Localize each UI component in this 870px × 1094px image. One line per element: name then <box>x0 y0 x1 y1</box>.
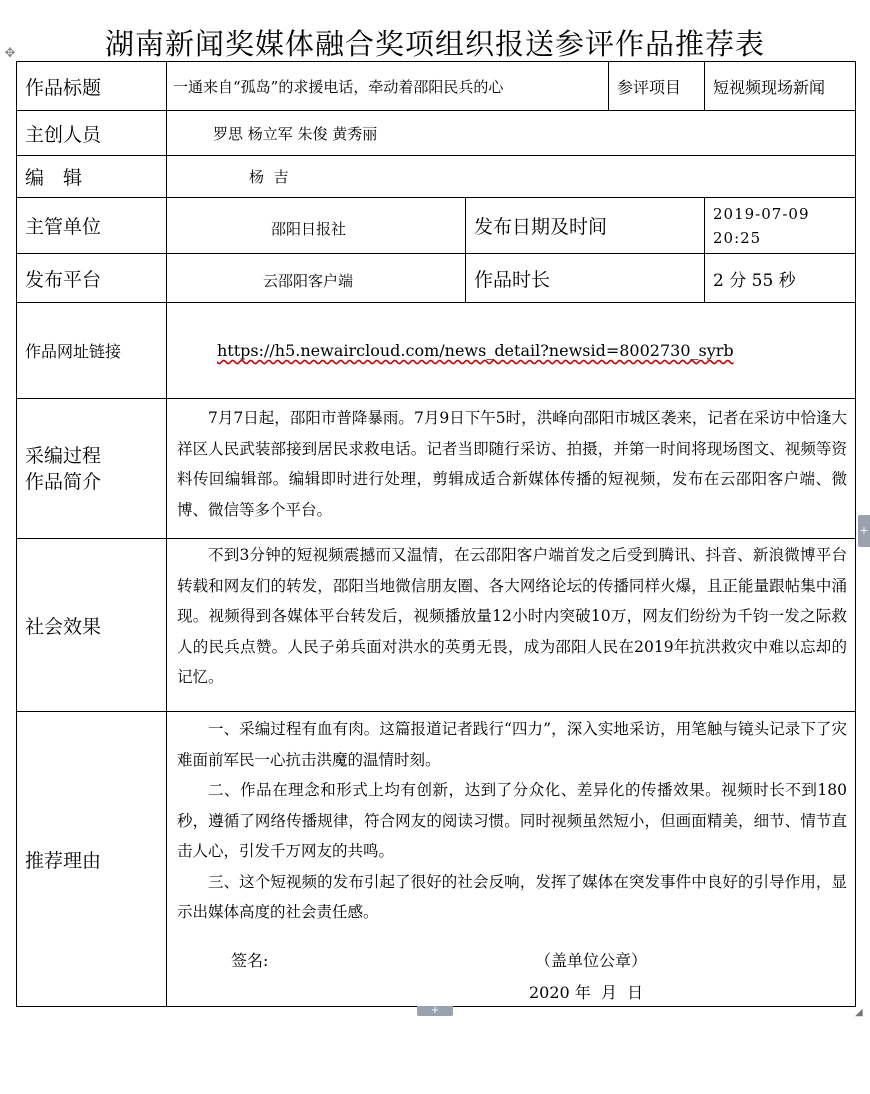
creators-value[interactable]: 罗思 杨立军 朱俊 黄秀丽 <box>167 111 856 156</box>
pubdate-time: 20:25 <box>713 229 762 247</box>
url-label: 作品网址链接 <box>17 303 167 399</box>
effect-text: 不到3分钟的短视频震撼而又温情，在云邵阳客户端首发之后受到腾讯、抖音、新浪微博平台转载和网友们的转发，邵阳当地微信朋友圈、各大网络论坛的传播同样火爆，且正能量跟帖集中涌现。视频得到各媒体平台转发后，视频播放量12小时内突破10万，网友们纷纷为千钧一发之际救人的民兵点赞。人民子弟兵面对洪水的英勇无畏，成为邵阳人民在2019年抗洪救灾中难以忘却的记忆。 <box>177 546 847 686</box>
process-label <box>17 399 167 539</box>
unit-value[interactable]: 邵阳日报社 <box>167 198 466 254</box>
work-title-value[interactable]: 一通来自“孤岛”的求援电话，牵动着邵阳民兵的心 <box>167 62 609 111</box>
add-column-handle-icon[interactable]: + <box>858 515 870 547</box>
url-link[interactable]: https://h5.newaircloud.com/news_detail?newsid=8002730_syrb <box>217 341 734 360</box>
url-value[interactable] <box>167 303 856 399</box>
seal-label: （盖单位公章） <box>535 951 648 970</box>
platform-value[interactable]: 云邵阳客户端 <box>167 254 466 303</box>
process-text-cell[interactable] <box>167 399 856 539</box>
duration-label: 作品时长 <box>466 254 705 303</box>
process-label-line2: 作品简介 <box>25 471 102 493</box>
pubdate-date: 2019-07-09 <box>713 205 810 223</box>
signature-label: 签名: <box>231 951 269 970</box>
unit-label: 主管单位 <box>17 198 167 254</box>
platform-label: 发布平台 <box>17 254 167 303</box>
editor-value[interactable]: 杨 吉 <box>167 156 856 198</box>
pubdate-label: 发布日期及时间 <box>466 198 705 254</box>
work-title-label: 作品标题 <box>17 62 167 111</box>
date-label: 2020 年 月 日 <box>529 983 644 1002</box>
add-row-handle-icon[interactable]: + <box>417 1006 453 1016</box>
reason-paragraph-3: 三、这个短视频的发布引起了很好的社会反响，发挥了媒体在突发事件中良好的引导作用，显示出媒体高度的社会责任感。 <box>177 872 847 921</box>
duration-value[interactable]: 2 分 55 秒 <box>705 254 856 303</box>
effect-text-cell[interactable] <box>167 539 856 712</box>
reason-paragraph-1: 一、采编过程有血有肉。这篇报道记者践行“四力”，深入实地采访，用笔触与镜头记录下了灾难面前军民一心抗击洪魔的温情时刻。 <box>177 720 847 769</box>
table-move-handle-icon[interactable]: ✥ <box>4 46 16 61</box>
reason-label: 推荐理由 <box>17 712 167 1007</box>
recommendation-table <box>16 61 856 1007</box>
editor-label: 编 辑 <box>17 156 167 198</box>
reason-text-cell[interactable] <box>167 712 856 1007</box>
creators-label: 主创人员 <box>17 111 167 156</box>
table-resize-handle-icon[interactable]: ◢ <box>855 1007 863 1018</box>
process-label-line1: 采编过程 <box>25 445 102 467</box>
page-title: 湖南新闻奖媒体融合奖项组织报送参评作品推荐表 <box>104 27 765 61</box>
reason-paragraph-2: 二、作品在理念和形式上均有创新，达到了分众化、差异化的传播效果。视频时长不到180秒，遵循了网络传播规律，符合网友的阅读习惯。同时视频虽然短小，但画面精美，细节、情节直击人心，引发千万网友的共鸣。 <box>177 781 847 860</box>
category-label: 参评项目 <box>609 62 705 111</box>
pubdate-value[interactable] <box>705 198 856 254</box>
effect-label: 社会效果 <box>17 539 167 712</box>
category-value[interactable]: 短视频现场新闻 <box>705 62 856 111</box>
process-text: 7月7日起，邵阳市普降暴雨。7月9日下午5时，洪峰向邵阳市城区袭来，记者在采访中恰逢大祥区人民武装部接到居民求救电话。记者当即随行采访、拍摄，并第一时间将现场图文、视频等资料传回编辑部。编辑即时进行处理，剪辑成适合新媒体传播的短视频，发布在云邵阳客户端、微博、微信等多个平台。 <box>177 409 847 519</box>
